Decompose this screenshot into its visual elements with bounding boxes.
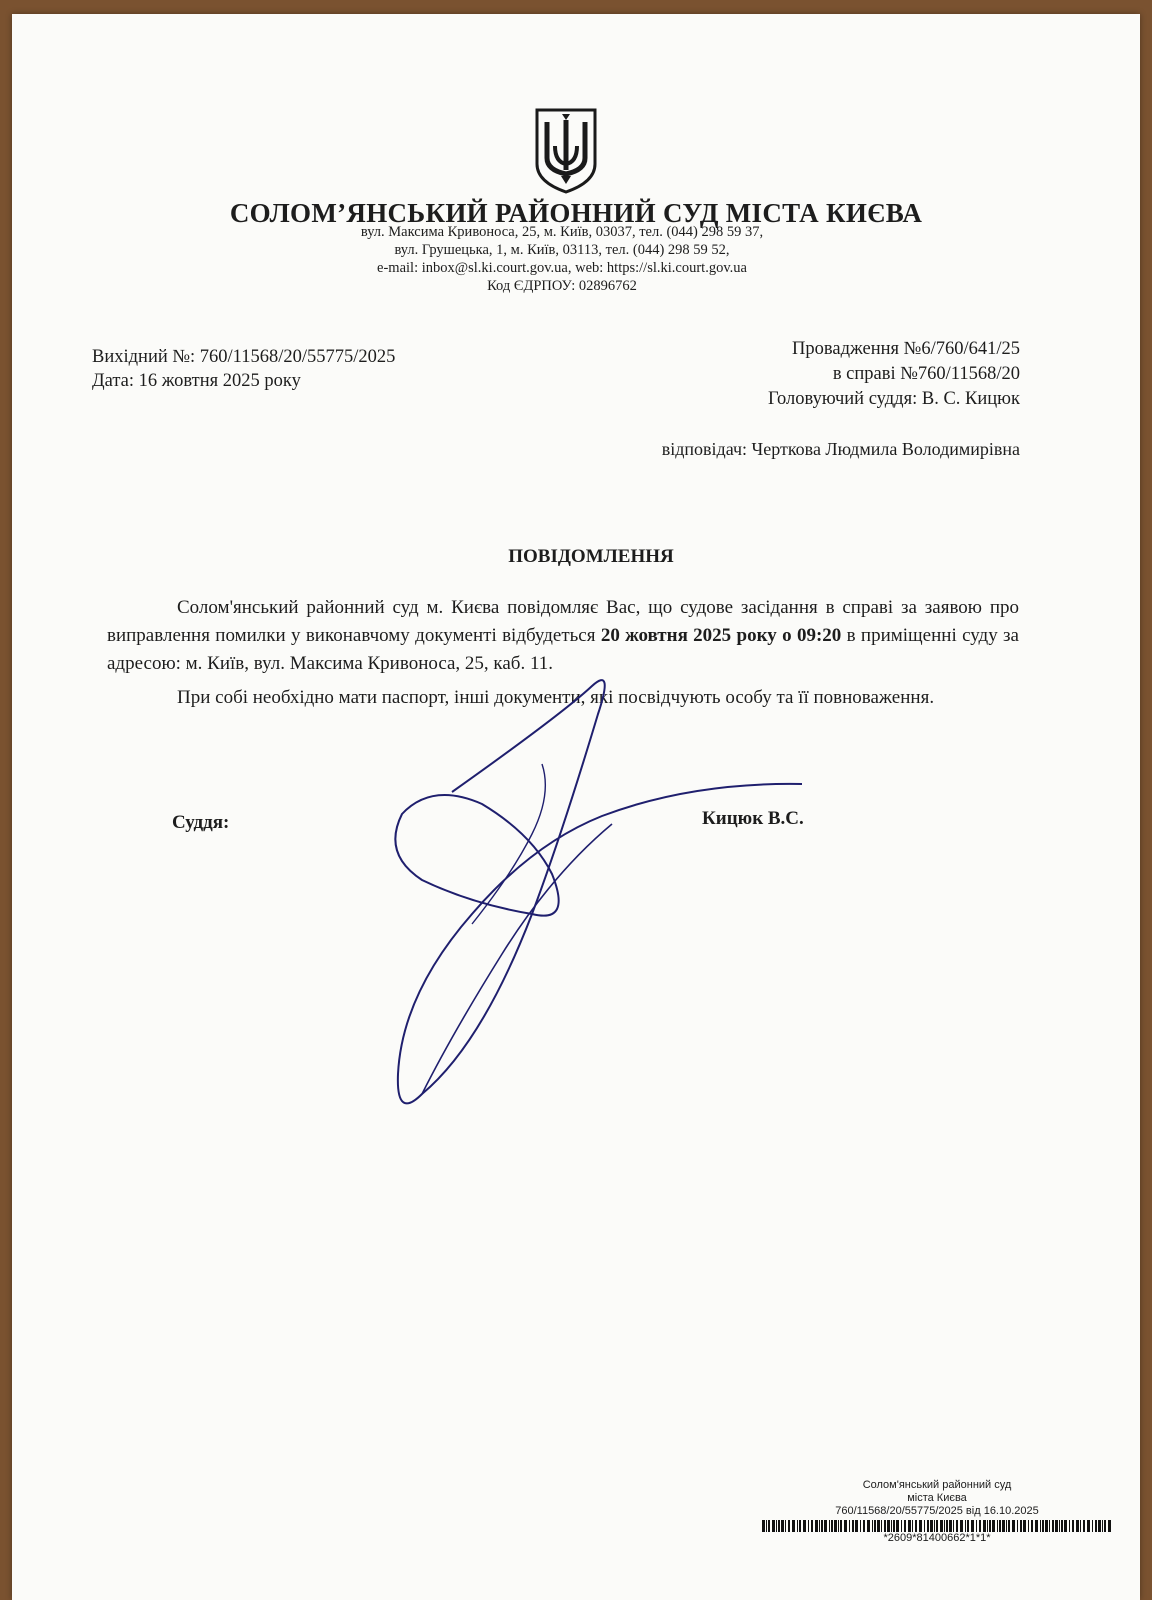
barcode-bar	[1035, 1520, 1038, 1532]
barcode-bar	[1098, 1520, 1101, 1532]
barcode-bar	[936, 1520, 938, 1532]
barcode-bar	[1040, 1520, 1041, 1532]
outgoing-number: Вихідний №: 760/11568/20/55775/2025	[92, 347, 396, 367]
barcode-bar	[891, 1520, 892, 1532]
barcode-bar	[852, 1520, 854, 1532]
proceeding-number: Провадження №6/760/641/25	[792, 339, 1020, 359]
notice-paragraph-2: При собі необхідно мати паспорт, інші документи, які посвідчують особу та її повноваження.	[177, 687, 935, 708]
barcode-bar	[992, 1520, 995, 1532]
barcode-bar	[877, 1520, 880, 1532]
barcode-bar	[887, 1520, 890, 1532]
barcode-bar	[849, 1520, 850, 1532]
barcode-bar	[778, 1520, 780, 1532]
outgoing-details	[92, 345, 395, 393]
respondent: відповідач: Черткова Людмила Володимирівна	[661, 439, 1020, 459]
barcode-bar	[999, 1520, 1001, 1532]
court-name: СОЛОМ’ЯНСЬКИЙ РАЙОННИЙ СУД МІСТА КИЄВА	[229, 198, 923, 228]
barcode-bar	[1104, 1520, 1106, 1532]
judge-name: Кицюк В.С.	[702, 808, 804, 829]
presiding-judge: Головуючий суддя: В. С. Кицюк	[767, 389, 1020, 409]
barcode-bar	[1020, 1520, 1022, 1532]
barcode-bar	[915, 1520, 917, 1532]
barcode-bar	[881, 1520, 882, 1532]
barcode-bar	[1008, 1520, 1010, 1532]
barcode-bar	[940, 1520, 943, 1532]
barcode-bar	[860, 1520, 861, 1532]
barcode-bar	[1031, 1520, 1033, 1532]
barcode-bar	[1028, 1520, 1029, 1532]
barcode-bar	[1006, 1520, 1007, 1532]
case-number: в справі №760/11568/20	[832, 364, 1020, 384]
barcode-bar	[872, 1520, 873, 1532]
barcode-bar	[1087, 1520, 1090, 1532]
barcode-bar	[772, 1520, 775, 1532]
barcode-bar	[949, 1520, 952, 1532]
judge-label: Суддя:	[172, 812, 230, 833]
barcode-bar	[976, 1520, 977, 1532]
barcode-bar	[797, 1520, 798, 1532]
barcode-bar	[908, 1520, 911, 1532]
barcode-bar	[983, 1520, 986, 1532]
barcode-bar	[979, 1520, 981, 1532]
barcode-bar	[811, 1520, 813, 1532]
barcode-bar	[930, 1520, 933, 1532]
barcode-bar	[838, 1520, 839, 1532]
barcode-bar	[934, 1520, 935, 1532]
contacts-line: e-mail: inbox@sl.ki.court.gov.ua, web: https://sl.ki.court.gov.ua	[377, 260, 747, 276]
barcode-bar	[1080, 1520, 1081, 1532]
barcode-bar	[997, 1520, 998, 1532]
barcode-bar	[1017, 1520, 1018, 1532]
barcode-bar	[815, 1520, 818, 1532]
barcode-bar	[808, 1520, 809, 1532]
barcode-bar	[896, 1520, 899, 1532]
barcode-bar	[956, 1520, 958, 1532]
barcode-bar	[821, 1520, 823, 1532]
barcode-bar	[971, 1520, 974, 1532]
barcode-bar	[874, 1520, 876, 1532]
barcode-bar	[863, 1520, 865, 1532]
barcode-bar	[944, 1520, 945, 1532]
registration-stamp	[747, 1479, 1127, 1545]
barcode-bar	[776, 1520, 777, 1532]
document-page	[12, 14, 1140, 1600]
barcode-bar	[824, 1520, 827, 1532]
barcode-bar	[967, 1520, 969, 1532]
barcode-bar	[893, 1520, 895, 1532]
barcode-bar	[919, 1520, 922, 1532]
barcode-bar	[785, 1520, 786, 1532]
barcode-bar	[1002, 1520, 1005, 1532]
barcode-bar	[1023, 1520, 1026, 1532]
barcode-bar	[840, 1520, 842, 1532]
barcode-bar	[1049, 1520, 1050, 1532]
barcode-bar	[884, 1520, 886, 1532]
barcode-bar	[799, 1520, 801, 1532]
barcode-bar	[781, 1520, 784, 1532]
barcode-bar	[1012, 1520, 1015, 1532]
barcode-bar	[855, 1520, 858, 1532]
barcode-bar	[1069, 1520, 1070, 1532]
barcode-bar	[1045, 1520, 1048, 1532]
address-line-2: вул. Грушецька, 1, м. Київ, 03113, тел. (044) 298 59 52,	[394, 242, 730, 258]
handwritten-signature-icon	[362, 654, 842, 1124]
barcode-bar	[1042, 1520, 1044, 1532]
stamp-line-1: Солом'янський районний суд	[862, 1479, 1012, 1491]
barcode-bar	[1052, 1520, 1054, 1532]
barcode-bar	[829, 1520, 830, 1532]
barcode-bar	[1102, 1520, 1103, 1532]
barcode-bar	[953, 1520, 954, 1532]
hearing-datetime: 20 жовтня 2025 року о 09:20	[600, 625, 842, 646]
barcode-bar	[1092, 1520, 1093, 1532]
case-details	[768, 337, 1020, 412]
barcode-bar	[1064, 1520, 1067, 1532]
barcode-bar	[901, 1520, 902, 1532]
barcode-bar	[927, 1520, 929, 1532]
barcode-bar	[1076, 1520, 1079, 1532]
barcode-bar	[912, 1520, 913, 1532]
barcode-bar	[1055, 1520, 1058, 1532]
barcode-bar	[766, 1520, 767, 1532]
barcode-bar	[834, 1520, 837, 1532]
barcode-bar	[924, 1520, 925, 1532]
barcode-bar	[1095, 1520, 1097, 1532]
barcode-bar	[946, 1520, 948, 1532]
barcode-bar	[762, 1520, 765, 1532]
notice-paragraph-1: Солом'янський районний суд м. Києва повідомляє Вас, що судове засідання в справі за заявою про виправлення помилки у виконавчому документі відбудеться 20 жовтня 2025 року о 09:20 в приміщенні суду за адресою: м. Київ, вул. Максима Кривоноса, 25, каб. 11.	[107, 597, 1019, 674]
barcode-bar	[792, 1520, 795, 1532]
barcode-bar	[1061, 1520, 1063, 1532]
trident-emblem-icon	[533, 106, 599, 194]
barcode-bar	[904, 1520, 906, 1532]
stamp-registration: 760/11568/20/55775/2025 від 16.10.2025	[835, 1505, 1039, 1517]
barcode-bar	[965, 1520, 966, 1532]
barcode-code: *2609*81400662*1*1*	[883, 1532, 991, 1544]
barcode-bar	[989, 1520, 991, 1532]
barcode-bar	[803, 1520, 806, 1532]
address-line-1: вул. Максима Кривоноса, 25, м. Київ, 03037, тел. (044) 298 59 37,	[360, 224, 764, 240]
barcode-bar	[960, 1520, 963, 1532]
barcode-bar	[1072, 1520, 1074, 1532]
barcode-icon	[762, 1520, 1112, 1532]
barcode-bar	[768, 1520, 770, 1532]
barcode-bar	[819, 1520, 820, 1532]
outgoing-date: Дата: 16 жовтня 2025 року	[92, 371, 301, 391]
stamp-line-2: міста Києва	[907, 1492, 967, 1504]
barcode-bar	[1083, 1520, 1085, 1532]
barcode-bar	[788, 1520, 790, 1532]
barcode-bar	[867, 1520, 870, 1532]
barcode-bar	[844, 1520, 847, 1532]
barcode-bar	[1059, 1520, 1060, 1532]
edrpou-code: Код ЄДРПОУ: 02896762	[487, 278, 637, 294]
barcode-bar	[831, 1520, 833, 1532]
notice-title: ПОВІДОМЛЕННЯ	[508, 546, 674, 567]
barcode-bar	[987, 1520, 988, 1532]
barcode-bar	[1108, 1520, 1111, 1532]
